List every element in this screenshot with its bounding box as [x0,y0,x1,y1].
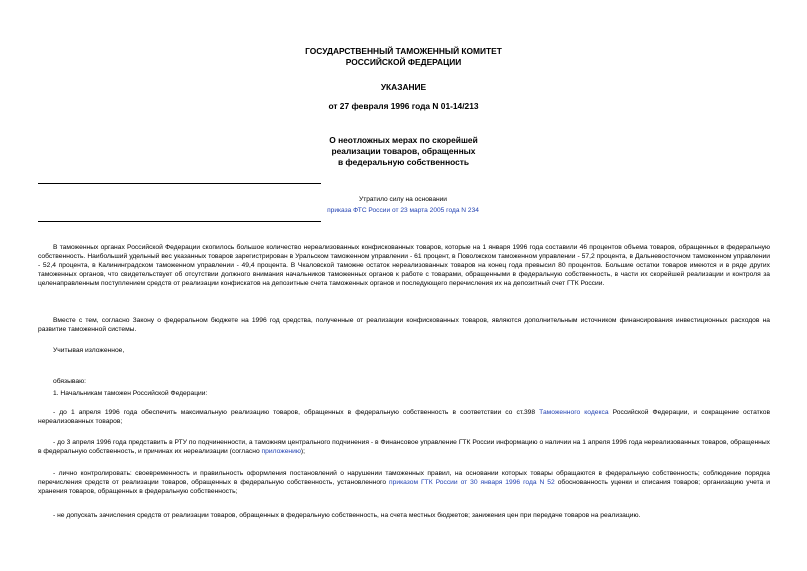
divider-top [38,183,321,184]
doc-title-line-2: реализации товаров, обращенных [331,145,476,156]
doc-title [0,135,807,167]
order-52-link[interactable]: приказом ГТК России от 30 января 1996 года N 52 [389,479,555,487]
doc-type: УКАЗАНИЕ [380,82,427,92]
customs-code-link[interactable]: Таможенного кодекса [539,409,609,416]
issuer-block [0,46,807,68]
doc-title-line-3: в федеральную собственность [337,156,470,167]
paragraph-6-text-b: Российской Федерации, и сокращение остатков нереализованных товаров; [38,409,770,426]
paragraph-5: 1. Начальникам таможен Российской Федерации: [53,390,208,397]
divider-bottom [38,221,321,222]
paragraph-6 [38,408,770,426]
issuer-line-1: ГОСУДАРСТВЕННЫЙ ТАМОЖЕННЫЙ КОМИТЕТ [305,46,502,56]
paragraph-8-text-b: обоснованность уценки и списания товаров; организацию учета и хранения товаров, обращенных в федеральную собственность; [38,479,771,496]
paragraph-2: Вместе с тем, согласно Закону о федеральном бюджете на 1996 год средства, полученные от реализации конфискованных товаров, являются дополнительным источником финансирования инвестиционных расходов на развитие таможенной системы. [38,317,770,334]
paragraph-7-text-b: ); [300,448,305,456]
paragraph-1: В таможенных органах Российской Федерации скопилось большое количество нереализованных конфискованных товаров, которые на 1 января 1996 года составили 46 процентов объема товаров, обращенных в федеральную собственность. Наибольший удельный вес указанных товаров зарегистрирован в Уральском таможенном управлении - 61 процент, в Поволжском таможенном управлении - 57,2 процента, в Дальневосточном таможенном управлении - 52,4 процента, в Калининградском таможенном управлении - 49,4 процента. В Чкаловской таможне остаток нереализованных товаров на конец года превысил 80 процентов. Большие остатки товаров имеются и в ряде других таможенных органов, что свидетельствует об отсутствии должного внимания начальников таможенных органов к работе с товарами, обращенными в федеральную собственность, в части их скорейшей реализации и контроля за целенаправленным поступлением средств от реализации конфискатов на депозитные счета таможенных органов и последующего перечисления их на депозитный счет ГТК России. [38,244,770,288]
doc-date: от 27 февраля 1996 года N 01-14/213 [328,101,479,111]
status-note [318,195,488,216]
paragraph-7 [38,438,770,456]
appendix-link[interactable]: приложению [261,448,301,456]
status-link[interactable]: приказа ФТС России от 23 марта 2005 года N 234 [327,206,479,214]
paragraph-8-text-a: - лично контролировать: своевременность и правильность оформления постановлений о нарушении таможенных правил, на основании которых товары обращаются в федеральную собственность; соблюдение порядка перечисления средств от реализации товаров, обращенных в федеральную собственность, установленного [38,470,770,487]
paragraph-8 [38,469,770,496]
status-text: Утратило силу на основании [359,196,447,203]
paragraph-6-text-a: - до 1 апреля 1996 года обеспечить максимальную реализацию товаров, обращенных в федеральную собственность в соответствии со ст.398 [53,409,540,416]
paragraph-7-text-a: - до 3 апреля 1996 года представить в РТУ по подчиненности, а таможням центрального подчинения - в Финансовое управление ГТК России информацию о наличии на 1 апреля 1996 года нереализованных товаров, обращенных в федеральную собственность, и причинах их нереализации (согласно [38,439,770,456]
issuer-line-2: РОССИЙСКОЙ ФЕДЕРАЦИИ [345,56,462,67]
paragraph-9: - не допускать зачисления средств от реализации товаров, обращенных в федеральную собственность, на счета местных бюджетов; занижения цен при передаче товаров на реализацию. [53,512,641,519]
doc-title-line-1: О неотложных мерах по скорейшей [329,135,478,145]
paragraph-4: обязываю: [53,378,86,385]
paragraph-3: Учитывая изложенное, [53,347,125,354]
